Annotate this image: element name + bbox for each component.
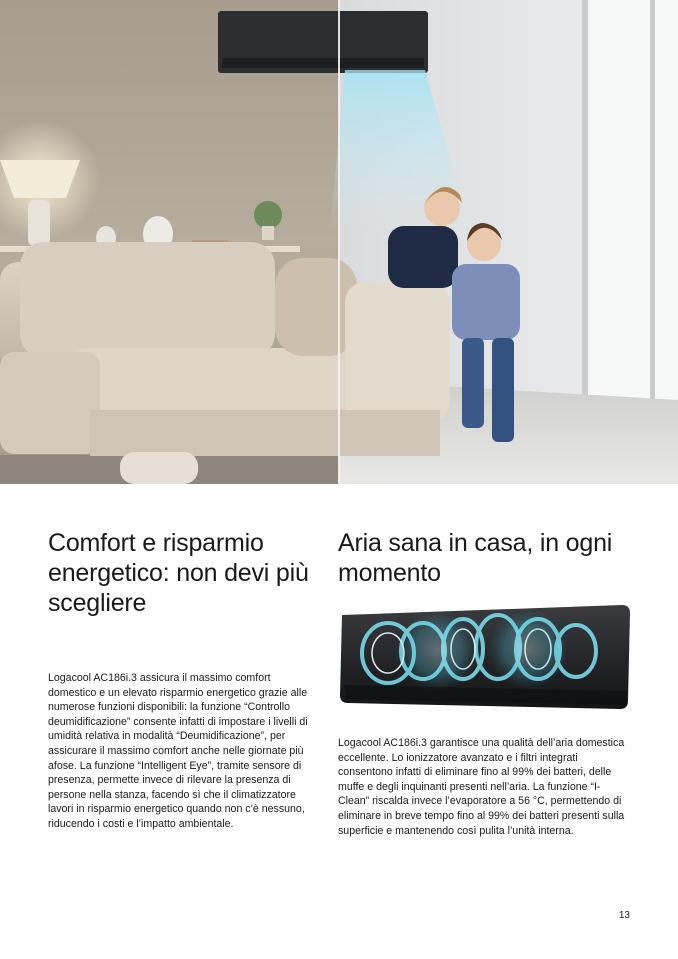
right-body-text: Logacool AC186i.3 garantisce una qualità dell’aria domestica eccellente. Lo ionizzatore avanzato e i filtri integrati consentono infatti di eliminare fino al 99% dei batteri, delle muffe e degli inquinanti presenti nell’aria. La funzione “I-Clean” riscalda invece l’evaporatore a 56 °C, permettendo di eliminare in breve tempo fino al 99% dei batteri presenti sulla superficie e mantenendo così pulita l’unità interna. <box>338 737 625 837</box>
right-column <box>338 528 638 837</box>
product-image-air-conditioner <box>338 605 630 713</box>
left-column <box>48 528 318 832</box>
page-number: 13 <box>618 910 630 921</box>
right-heading: Aria sana in casa, in ogni momento <box>338 529 613 587</box>
left-heading: Comfort e risparmio energetico: non devi più scegliere <box>48 529 309 617</box>
left-body-text: Logacool AC186i.3 assicura il massimo comfort domestico e un elevato risparmio energetico grazie alle numerose funzioni disponibili: la funzione “Controllo deumidificazione” consente infatti di impostare i livelli di umidità relativa in modalità “Deumidificazione”, per assicurare il massimo comfort anche nelle giornate più afose. La funzione “Intelligent Eye”, tramite sensore di presenza, permette invece di rilevare la presenza di persone nella stanza, facendo sì che il climatizzatore lavori in risparmio energetico quando non c’è nessuno, riducendo i costi e l’impatto ambientale. <box>48 672 308 830</box>
